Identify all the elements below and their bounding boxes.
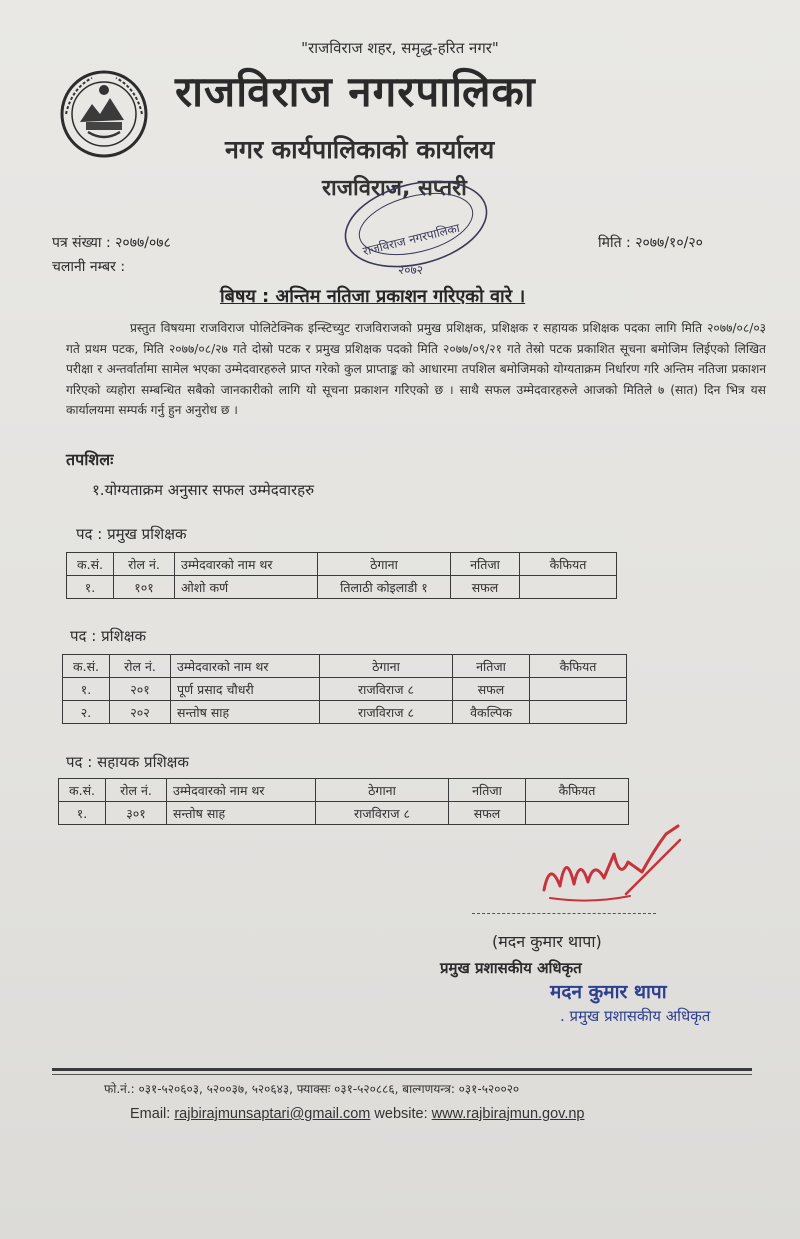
cell-roll: ३०१	[106, 802, 167, 825]
cell-name: ओशो कर्ण	[175, 576, 318, 599]
footer-divider-thin	[52, 1074, 752, 1075]
cell-name: पूर्ण प्रसाद चौधरी	[171, 678, 320, 701]
signature-line	[472, 913, 656, 914]
col-roll: रोल नं.	[106, 779, 167, 802]
section-heading: १.योग्यताक्रम अनुसार सफल उम्मेदवारहरु	[92, 481, 315, 499]
footer-contact	[130, 1106, 585, 1122]
post-label-chief-instructor: पद : प्रमुख प्रशिक्षक	[76, 525, 187, 543]
dispatch-number: चलानी नम्बर :	[52, 259, 126, 275]
cell-sn: १.	[59, 802, 106, 825]
col-remarks: कैफियत	[530, 655, 627, 678]
col-address: ठेगाना	[316, 779, 449, 802]
cell-name: सन्तोष साह	[171, 701, 320, 724]
col-result: नतिजा	[451, 553, 520, 576]
cell-address: राजविराज ८	[320, 678, 453, 701]
signatory-name: (मदन कुमार थापा)	[492, 932, 602, 951]
col-remarks: कैफियत	[520, 553, 617, 576]
col-sn: क.सं.	[59, 779, 106, 802]
cell-address: तिलाठी कोइलाडी १	[318, 576, 451, 599]
table-row	[63, 701, 627, 724]
handwritten-signature	[530, 820, 700, 920]
col-sn: क.सं.	[63, 655, 110, 678]
letter-body: प्रस्तुत विषयमा राजविराज पोलिटेक्निक इन्स्टिच्युट राजविराजको प्रमुख प्रशिक्षक, प्रशिक्षक र सहायक प्रशिक्षक पदका लागि मिति २०७७/०८/०३ गते प्रथम पटक, मिति २०७७/०८/२७ गते दोस्रो पटक र प्रमुख प्रशिक्षक पदको मिति २०७७/०९/२१ गते तेस्रो पटक प्रकाशित सूचना बमोजिम लिईएको लिखित परीक्षा र अन्तर्वार्तामा सामेल भएका उम्मेदवारहरुले प्राप्त गरेको कुल प्राप्ताङ्क को आधारमा तपशिल बमोजिमको योग्यताक्रम निर्धारण गरि अन्तिम नतिजा प्रकाशन गरिएको व्यहोरा सम्बन्धित सबैको जानकारीको लागि यो सूचना प्रकाशन गरिएको छ । साथै सफल उम्मेदवारहरुले आजको मितिले ७ (सात) दिन भित्र यस कार्यालयमा सम्पर्क गर्नु हुन अनुरोध छ ।	[66, 321, 766, 417]
motto: "राजविराज शहर, समृद्ध-हरित नगर"	[301, 39, 499, 57]
col-roll: रोल नं.	[114, 553, 175, 576]
col-address: ठेगाना	[318, 553, 451, 576]
table-header-row	[63, 655, 627, 678]
name-stamp: मदन कुमार थापा	[550, 981, 667, 1003]
results-table-chief-instructor	[66, 552, 617, 599]
letter-date: मिति : २०७७/१०/२०	[598, 235, 703, 251]
email-link[interactable]: rajbirajmunsaptari@gmail.com	[174, 1106, 371, 1122]
col-name: उम्मेदवारको नाम थर	[171, 655, 320, 678]
designation-stamp: . प्रमुख प्रशासकीय अधिकृत	[560, 1007, 711, 1025]
cell-sn: २.	[63, 701, 110, 724]
letter-subject: बिषय : अन्तिम नतिजा प्रकाशन गरिएको वारे ।	[220, 286, 526, 307]
col-result: नतिजा	[449, 779, 526, 802]
letter-number: पत्र संख्या : २०७७/०७८	[52, 235, 171, 251]
office-location: राजविराज, सप्तरी	[322, 176, 467, 201]
cell-result: सफल	[453, 678, 530, 701]
results-table-assistant-instructor	[58, 778, 629, 825]
stamp-text: राजविराज नगरपालिका	[361, 220, 462, 259]
website-label: website:	[374, 1106, 428, 1122]
post-label-assistant-instructor: पद : सहायक प्रशिक्षक	[66, 753, 189, 771]
col-name: उम्मेदवारको नाम थर	[175, 553, 318, 576]
office-name: नगर कार्यपालिकाको कार्यालय	[225, 135, 495, 164]
cell-result: सफल	[449, 802, 526, 825]
cell-result: सफल	[451, 576, 520, 599]
table-header-row	[59, 779, 629, 802]
results-table-instructor	[62, 654, 627, 724]
table-row	[63, 678, 627, 701]
post-label-instructor: पद : प्रशिक्षक	[70, 627, 146, 645]
col-remarks: कैफियत	[526, 779, 629, 802]
col-address: ठेगाना	[320, 655, 453, 678]
footer-divider	[52, 1068, 752, 1071]
details-heading: तपशिलः	[66, 450, 114, 469]
col-name: उम्मेदवारको नाम थर	[167, 779, 316, 802]
municipality-emblem-icon	[58, 68, 150, 160]
cell-result: वैकल्पिक	[453, 701, 530, 724]
table-row	[67, 576, 617, 599]
website-link[interactable]: www.rajbirajmun.gov.np	[431, 1106, 585, 1122]
cell-sn: १.	[63, 678, 110, 701]
cell-roll: २०२	[110, 701, 171, 724]
col-sn: क.सं.	[67, 553, 114, 576]
email-label: Email:	[130, 1106, 171, 1122]
office-stamp	[336, 172, 496, 282]
col-roll: रोल नं.	[110, 655, 171, 678]
cell-sn: १.	[67, 576, 114, 599]
footer-phone-numbers: फो.नं.: ०३१-५२०६०३, ५२००३७, ५२०६४३, फ्याक्सः ०३१-५२०८८६, बाल्गणयन्त्र: ०३१-५२००२०	[104, 1082, 520, 1096]
municipality-name: राजविराज नगरपालिका	[175, 67, 536, 116]
cell-remarks	[520, 576, 617, 599]
cell-remarks	[530, 678, 627, 701]
signatory-designation: प्रमुख प्रशासकीय अधिकृत	[440, 959, 582, 977]
cell-address: राजविराज ८	[316, 802, 449, 825]
col-result: नतिजा	[453, 655, 530, 678]
cell-address: राजविराज ८	[320, 701, 453, 724]
cell-remarks	[530, 701, 627, 724]
cell-roll: १०१	[114, 576, 175, 599]
stamp-year: २०७२	[398, 263, 423, 277]
table-header-row	[67, 553, 617, 576]
cell-name: सन्तोष साह	[167, 802, 316, 825]
cell-roll: २०१	[110, 678, 171, 701]
